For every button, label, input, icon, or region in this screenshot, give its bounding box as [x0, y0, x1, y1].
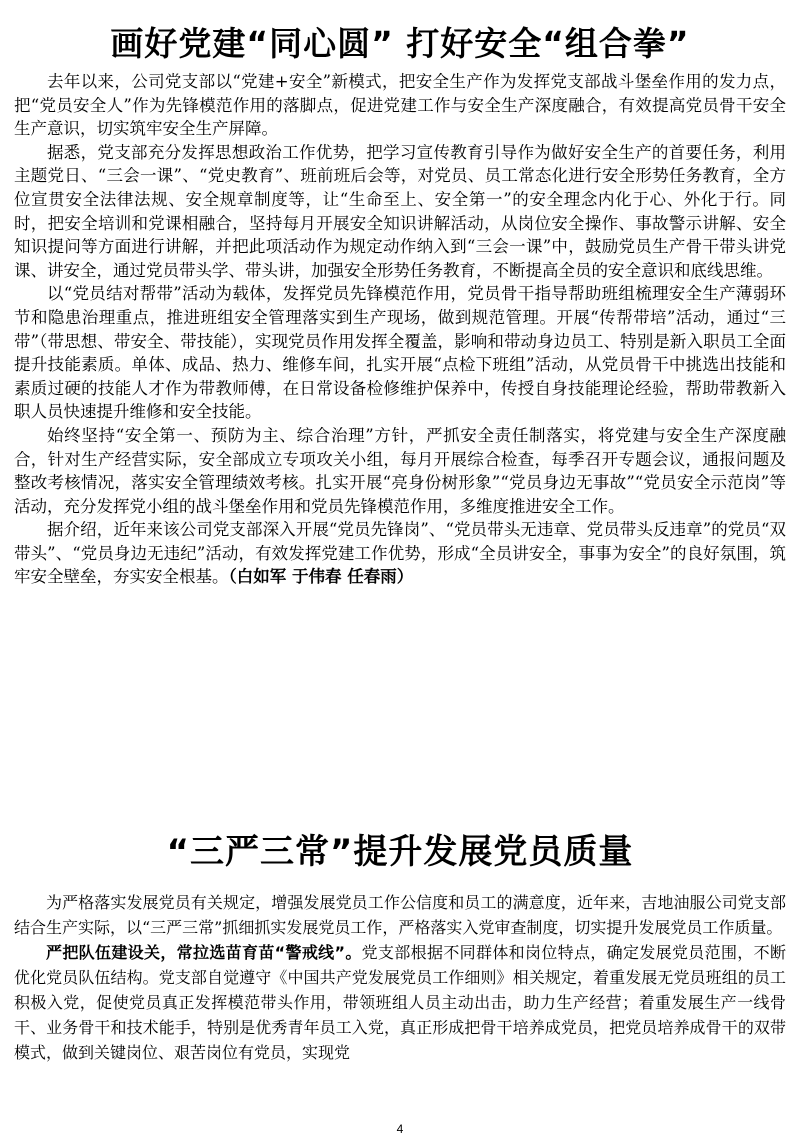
paragraph-lead-heading: 严把队伍建设关，常拉选苗育苗“警戒线”。	[46, 943, 362, 962]
paragraph-text: 党支部根据不同群体和岗位特点，确定发展党员范围，不断优化党员队伍结构。党支部自觉遵守《中国共产党发展党员工作细则》相关规定，着重发展无党员班组的员工积极入党，促使党员真正发挥模范带头作用，带领班组人员主动出击，助力生产经营；着重发展生产一线骨干、业务骨干和技术能手，特别是优秀青年员工入党，真正形成把骨干培养成党员，把党员培养成骨干的双带模式，做到关键岗位、艰苦岗位有党员，实现党	[14, 943, 786, 1062]
article-body-safety	[14, 70, 786, 589]
paragraph-closing	[14, 518, 786, 589]
author-byline: （白如军 于伟春 任春雨）	[228, 567, 414, 587]
paragraph	[14, 940, 786, 1065]
paragraph: 以“党员结对帮带”活动为载体，发挥党员先锋模范作用，党员骨干指导帮助班组梳理安全生产薄弱环节和隐患治理重点，推进班组安全管理落实到生产现场，做到规范管理。开展“传帮带培”活动，通过“三带”（带思想、带安全、带技能），实现党员作用发挥全覆盖，影响和带动身边员工、特别是新入职员工全面提升技能素质。单体、成品、热力、维修车间，扎实开展“点检下班组”活动，从党员骨干中挑选出技能和素质过硬的技能人才作为带教师傅，在日常设备检修维护保养中，传授自身技能理论经验，帮助带教新入职人员快速提升维修和安全技能。	[14, 284, 786, 422]
article-body-party-members	[14, 890, 786, 1065]
page-number: 4	[396, 1122, 404, 1136]
paragraph: 据悉，党支部充分发挥思想政治工作优势，把学习宣传教育引导作为做好安全生产的首要任务，利用主题党日、“三会一课”、“党史教育”、班前班后会等，对党员、员工常态化进行安全形势任务教育，全方位宣贯安全法律法规、安全规章制度等，让“生命至上、安全第一”的安全理念内化于心、外化于行。同时，把安全培训和党课相融合，坚持每月开展安全知识讲解活动，从岗位安全操作、事故警示讲解、安全知识提问等方面进行讲解，并把此项活动作为规定动作纳入到“三会一课”中，鼓励党员生产骨干带头讲党课、讲安全，通过党员带头学、带头讲，加强安全形势任务教育，不断提高全员的安全意识和底线思维。	[14, 142, 786, 280]
paragraph-text: 据介绍，近年来该公司党支部深入开展“党员先锋岗”、“党员带头无违章、党员带头反违章”的党员“双带头”、“党员身边无违纪”活动，有效发挥党建工作优势，形成“全员讲安全，事事为安全”的良好氛围，筑牢安全壁垒，夯实安全根基。	[14, 520, 786, 587]
article-title-safety: 画好党建“同心圆” 打好安全“组合拳”	[110, 24, 690, 64]
paragraph: 为严格落实发展党员有关规定，增强发展党员工作公信度和员工的满意度，近年来，吉地油服公司党支部结合生产实际，以“三严三常”抓细抓实发展党员工作，严格落实入党审查制度，切实提升发展党员工作质量。	[14, 893, 786, 937]
article-title-party-members: “三严三常”提升发展党员质量	[166, 831, 634, 872]
paragraph: 始终坚持“安全第一、预防为主、综合治理”方针，严抓安全责任制落实，将党建与安全生产深度融合，针对生产经营实际，安全部成立专项攻关小组，每月开展综合检查，每季召开专题会议，通报问题及整改考核情况，落实安全管理绩效考核。扎实开展“亮身份树形象”“党员身边无事故”“党员安全示范岗”等活动，充分发挥党小组的战斗堡垒作用和党员先锋模范作用，多维度推进安全工作。	[14, 425, 786, 516]
paragraph: 去年以来，公司党支部以“党建+安全”新模式，把安全生产作为发挥党支部战斗堡垒作用的发力点，把“党员安全人”作为先锋模范作用的落脚点，促进党建工作与安全生产深度融合，有效提高党员骨干安全生产意识，切实筑牢安全生产屏障。	[14, 72, 786, 139]
